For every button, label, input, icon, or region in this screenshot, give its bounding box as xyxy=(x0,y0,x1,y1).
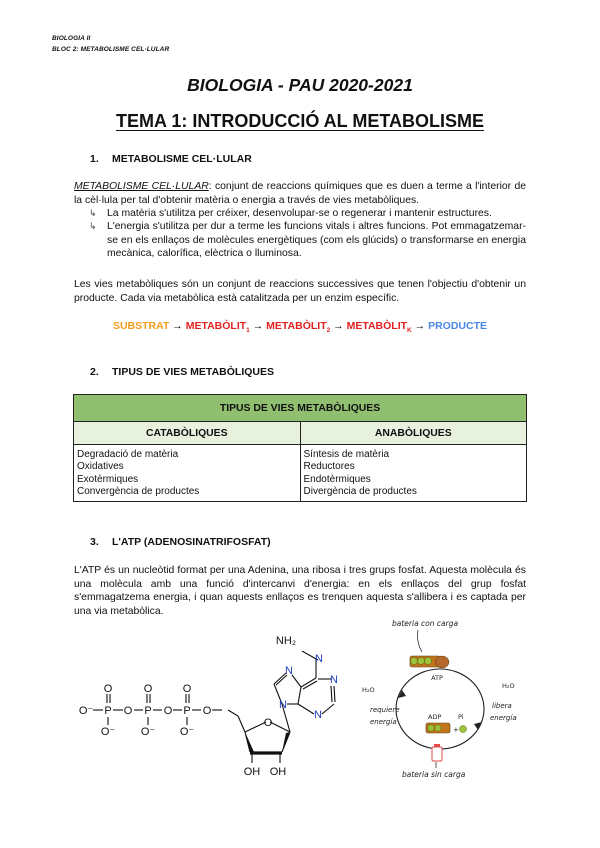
pathway-metabolite-1 xyxy=(185,320,250,335)
atp-label: ATP xyxy=(431,674,443,682)
atom-label: O⁻ xyxy=(100,726,116,738)
releases-energy-label-1: libera xyxy=(492,702,512,710)
requires-energy-label-1: requiere xyxy=(370,706,400,714)
plus-sign: + xyxy=(453,726,459,734)
table-title: TIPUS DE VIES METABÒLIQUES xyxy=(74,395,527,422)
atom-label: O xyxy=(163,705,173,717)
table-cell-text: Endotèrmiques xyxy=(303,473,371,485)
metabolite-subscript: K xyxy=(407,327,412,335)
metabolism-term: METABOLISME CEL·LULAR xyxy=(74,181,209,192)
metabolism-definition xyxy=(74,180,526,207)
section-1-heading xyxy=(90,153,252,165)
phosphate-icon xyxy=(460,726,467,733)
section-2-heading xyxy=(90,366,274,378)
empty-battery-icon xyxy=(432,744,442,761)
table-cell-text: Síntesis de matèria xyxy=(303,449,390,460)
atp-atom-labels xyxy=(79,635,296,778)
table-cell-text: Convergència de productes xyxy=(77,485,200,497)
pathway-arrow-icon: → xyxy=(414,320,426,332)
metabolite-label: METABÒLIT xyxy=(266,320,327,332)
bullet-energy-text: L'energia s'utilitza per dur a terme les funcions vitals i altres funcions. Pot emmagatzemar-se en els enllaços de molècules energètiques (com els glúcids) o transformarse en energia mecànica, calorífica, elèctrica o lluminosa. xyxy=(107,221,526,260)
atom-label: OH xyxy=(243,766,261,778)
empty-battery-label: bateria sin carga xyxy=(402,770,466,779)
wedge-bond xyxy=(245,732,254,752)
adp-label: ADP xyxy=(428,713,442,721)
atom-label: O⁻ xyxy=(78,705,94,717)
atom-label: O xyxy=(123,705,133,717)
bullet-matter xyxy=(89,207,526,221)
table-column-catabolic: CATABÒLIQUES xyxy=(74,422,301,445)
nitrogen-label: N xyxy=(315,653,323,665)
pathway-arrow-icon: → xyxy=(172,320,183,332)
metabolism-definition-text: : conjunt de reaccions químiques que es duen a terme a l'interior de la cèl·lula per tal d'obtenir matèria o energia a través de vies metabòliques. xyxy=(74,181,526,206)
atom-label: O xyxy=(263,717,273,729)
section-1-title: METABOLISME CEL·LULAR xyxy=(112,153,252,165)
section-1-number: 1. xyxy=(90,153,99,165)
atp-paragraph: L'ATP és un nucleòtid format per una Adenina, una ribosa i tres grups fosfat. Aquesta molècula és una molècula amb una funció d'intercanvi d'energia: en els enllaços del grup fosfat s'emmagatzema energia, i quan aquests enllaços es trenquen aquesta s'allibera i es captada per una via metabòlica. xyxy=(74,565,526,617)
atom-label: P xyxy=(183,705,191,717)
bullet-arrow-icon: ↳ xyxy=(89,221,97,231)
nitrogen-label: N xyxy=(314,709,322,721)
bullet-arrow-icon: ↳ xyxy=(89,208,97,218)
atom-label: NH₂ xyxy=(275,635,297,647)
pathway-metabolite-2 xyxy=(266,320,331,335)
atom-label: P xyxy=(104,705,112,717)
nitrogen-label: N xyxy=(285,665,293,677)
pathway-substrate: SUBSTRAT xyxy=(112,320,170,332)
cycle-arrowhead-icon xyxy=(474,722,482,730)
section-2-number: 2. xyxy=(90,366,99,378)
pathway-metabolite-k xyxy=(346,320,412,335)
pathway-arrow-icon: → xyxy=(252,320,264,332)
h2o-left-label: H₂O xyxy=(362,686,375,694)
section-3-title: L'ATP (ADENOSINATRIFOSFAT) xyxy=(112,536,271,548)
section-3-heading xyxy=(90,536,271,548)
nitrogen-label: N xyxy=(330,674,338,686)
atp-structure-diagram xyxy=(70,622,350,782)
table-cell-text: Oxidatives xyxy=(77,461,124,473)
course-label: BIOLOGIA II xyxy=(52,35,91,42)
bullet-matter-text: La matèria s'utilitza per créixer, desenvolupar-se o regenerar i mantenir estructures. xyxy=(107,208,492,219)
metabolite-subscript: 2 xyxy=(326,327,331,335)
page-subtitle: TEMA 1: INTRODUCCIÓ AL METABOLISME xyxy=(116,111,484,131)
table-column-anabolic: ANABÒLIQUES xyxy=(300,422,527,445)
atom-label: O xyxy=(182,683,192,695)
anabolic-cell xyxy=(300,445,527,502)
atom-label: O xyxy=(103,683,113,695)
metabolite-label: METABÒLIT xyxy=(346,320,408,332)
metabolite-subscript: 1 xyxy=(246,327,250,335)
pi-label: Pi xyxy=(458,713,464,721)
nitrogen-label: N xyxy=(279,699,287,711)
pathway-arrow-icon: → xyxy=(333,320,344,332)
pathway-product: PRODUCTE xyxy=(428,320,488,332)
atom-label: O xyxy=(143,683,153,695)
h2o-right-label: H₂O xyxy=(502,682,515,690)
releases-energy-label-2: energía xyxy=(490,714,517,722)
atp-cycle-diagram xyxy=(350,612,530,782)
table-cell-text: Degradació de matèria xyxy=(77,449,179,460)
atom-label: O⁻ xyxy=(179,726,195,738)
atom-label: P xyxy=(144,705,152,717)
charged-battery-label: bateria con carga xyxy=(392,619,459,628)
pointer-arrow xyxy=(418,630,423,652)
block-label: BLOC 2: METABOLISME CEL·LULAR xyxy=(52,46,170,53)
atom-label: O xyxy=(202,705,212,717)
section-2-title: TIPUS DE VIES METABÒLIQUES xyxy=(112,366,274,378)
charged-battery-icon xyxy=(410,656,449,668)
requires-energy-label-2: energía xyxy=(370,718,397,726)
section-3-number: 3. xyxy=(90,536,99,548)
atom-label: OH xyxy=(269,766,287,778)
catabolic-cell xyxy=(74,445,301,502)
discharged-battery-icon xyxy=(426,723,450,733)
atom-label: O⁻ xyxy=(140,726,156,738)
table-cell-text: Exotèrmiques xyxy=(77,473,139,485)
table-row xyxy=(74,445,527,502)
metabolic-pathways-table xyxy=(73,394,527,502)
page-title: BIOLOGIA - PAU 2020-2021 xyxy=(187,75,413,95)
table-cell-text: Divergència de productes xyxy=(303,485,417,497)
metabolite-label: METABÒLIT xyxy=(185,320,247,332)
metabolic-pathway-diagram xyxy=(0,320,600,334)
table-cell-text: Reductores xyxy=(303,461,355,473)
pathway-paragraph: Les vies metabòliques són un conjunt de reaccions successives que tenen l'objectiu d'obtenir un producte. Cada via metabòlica està catalitzada per un enzim específic. xyxy=(74,279,526,304)
bullet-energy xyxy=(89,220,526,261)
